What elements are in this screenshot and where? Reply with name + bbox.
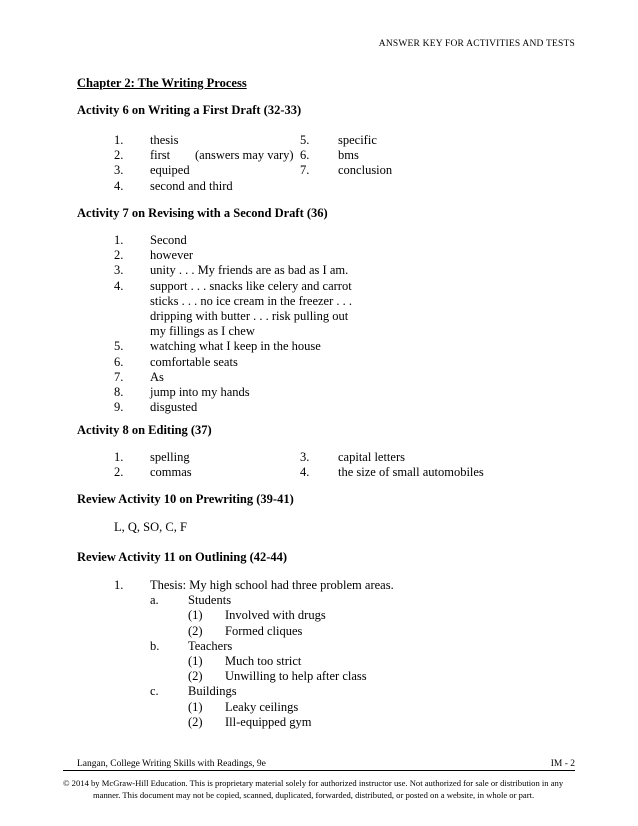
page-header: ANSWER KEY FOR ACTIVITIES AND TESTS [378, 39, 575, 49]
outline-point-letter: a. [150, 593, 159, 608]
list-item-text: first [150, 148, 171, 163]
outline-point-letter: b. [150, 638, 160, 653]
list-item-number: 5. [114, 339, 124, 354]
list-item-text: disgusted [150, 400, 198, 415]
outline-thesis: Thesis: My high school had three problem areas. [150, 578, 394, 592]
list-item-note: (answers may vary) [195, 148, 294, 163]
outline-point-letter: c. [150, 684, 159, 699]
list-item-number: 4. [114, 278, 124, 293]
outline-sub-text: Ill-equipped gym [225, 714, 312, 729]
list-item-text: second and third [150, 178, 233, 193]
list-item-text: conclusion [338, 163, 393, 178]
list-item-number: 9. [114, 400, 124, 415]
list-item-text: jump into my hands [150, 385, 250, 399]
activity-10-title: Review Activity 10 on Prewriting (39-41) [77, 492, 294, 506]
list-item-text: As [150, 369, 164, 384]
outline-point-label: Buildings [188, 684, 237, 699]
list-item-text: my fillings as I chew [150, 324, 255, 339]
footer-book-citation: Langan, College Writing Skills with Readings, 9e [77, 759, 266, 769]
page-footer [77, 759, 575, 769]
list-item-text: thesis [150, 133, 179, 147]
list-item-number: 1. [114, 450, 124, 464]
list-item-number: 3. [114, 163, 124, 178]
list-item-text: however [150, 248, 194, 263]
list-item-number: 1. [114, 233, 124, 247]
activity-7-title: Activity 7 on Revising with a Second Draft (36) [77, 206, 328, 220]
list-item-text: specific [338, 133, 377, 147]
list-item-text: watching what I keep in the house [150, 339, 321, 354]
outline-sub-text: Leaky ceilings [225, 699, 299, 714]
outline-sub-number: (1) [188, 654, 203, 668]
outline-point-label: Students [188, 593, 232, 608]
list-item-number: 8. [114, 385, 124, 399]
chapter-title: Chapter 2: The Writing Process [77, 76, 247, 90]
activity-10-answer: L, Q, SO, C, F [114, 520, 187, 534]
copyright-notice [63, 777, 575, 801]
outline-sub-number: (2) [188, 669, 203, 684]
outline-sub-number: (2) [188, 714, 203, 729]
activity-8-title: Activity 8 on Editing (37) [77, 423, 212, 437]
list-item-number: 3. [300, 450, 310, 464]
outline-sub-text: Involved with drugs [225, 608, 326, 623]
copyright-line-2: manner. This document may not be copied, scanned, duplicated, forwarded, distributed, or posted on a website, in whole or part. [93, 790, 535, 800]
outline-point-label: Teachers [188, 638, 233, 653]
list-item-number: 7. [114, 369, 124, 384]
outline-sub-text: Much too strict [225, 654, 302, 668]
list-item-number: 6. [114, 354, 124, 369]
list-item-number: 2. [114, 248, 124, 263]
list-item-text: dripping with butter . . . risk pulling out [150, 309, 349, 323]
copyright-line-1: © 2014 by McGraw-Hill Education. This is proprietary material solely for authorized instructor use. Not authorized for sale or distribution in any [63, 778, 564, 788]
list-item-text: capital letters [338, 450, 405, 464]
outline-sub-text: Unwilling to help after class [225, 669, 367, 684]
list-item-number: 7. [300, 163, 310, 178]
list-item-number: 6. [300, 148, 310, 163]
list-item-number: 1. [114, 578, 124, 592]
list-item-text: support . . . snacks like celery and carrot [150, 278, 352, 293]
list-item-text: spelling [150, 450, 190, 464]
list-item-text: equiped [150, 163, 190, 178]
list-item-number: 3. [114, 263, 124, 278]
outline-sub-number: (1) [188, 608, 203, 623]
footer-divider [63, 770, 575, 771]
list-item-text: Second [150, 233, 187, 247]
activity-11-title: Review Activity 11 on Outlining (42-44) [77, 550, 288, 564]
list-item-number: 1. [114, 133, 124, 147]
outline-sub-number: (2) [188, 623, 203, 638]
list-item-text: the size of small automobiles [338, 465, 484, 480]
list-item-text: unity . . . My friends are as bad as I am. [150, 263, 349, 278]
outline-sub-text: Formed cliques [225, 623, 303, 638]
list-item-text: comfortable seats [150, 354, 238, 369]
list-item-text: commas [150, 465, 192, 480]
list-item-number: 4. [114, 178, 124, 193]
list-item-number: 5. [300, 133, 310, 147]
footer-page-number: IM - 2 [550, 759, 575, 769]
list-item-number: 2. [114, 148, 124, 163]
list-item-text: bms [338, 148, 359, 163]
activity-6-title: Activity 6 on Writing a First Draft (32-33) [77, 103, 302, 117]
list-item-text: sticks . . . no ice cream in the freezer . . . [150, 293, 352, 308]
outline-sub-number: (1) [188, 699, 203, 714]
list-item-number: 2. [114, 465, 124, 480]
list-item-number: 4. [300, 465, 310, 480]
